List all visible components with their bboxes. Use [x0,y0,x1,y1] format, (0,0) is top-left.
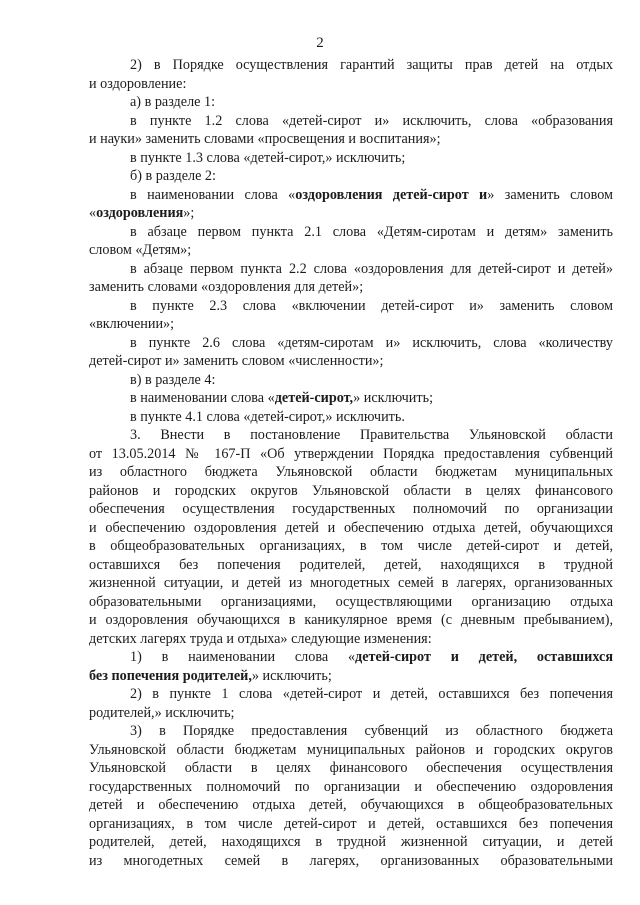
text-line: из многодетных семей в лагерях, организованных образовательными [89,852,613,869]
text-line: в пункте 4.1 слова «детей-сирот,» исключить. [130,408,405,425]
text-line: образовательными организациями, осуществляющими организацию отдыха [89,593,613,610]
text-line [89,204,613,223]
text-line: б) в разделе 2: [130,168,216,184]
text-line: родителей, детей, находящихся в трудной жизненной ситуации, и детей [89,834,613,850]
text-segment: в наименовании слова « [130,390,275,406]
text-line: 3) в Порядке предоставления субвенций из областного бюджета [130,723,613,739]
text-line: в пункте 1.2 слова «детей-сирот и» исключить, слова «образования [130,112,613,129]
text-line: организациях, в том числе детей-сирот и детей, оставшихся без попечения [89,815,613,832]
text-line: 2) в пункте 1 слова «детей-сирот и детей, оставшихся без попечения [130,686,613,702]
text-line: из областного бюджета Ульяновской области бюджетам муниципальных [89,464,613,480]
text-segment: 1) в наименовании слова « [130,649,356,665]
page-number: 2 [316,35,324,51]
text-segment: « [89,205,97,221]
text-line: оставшихся без попечения родителей, детей, находящихся в трудной [89,556,613,573]
text-line: государственных полномочий по организации и обеспечению оздоровления [89,778,613,795]
text-line: родителей,» исключить; [89,704,235,721]
bold-text: без попечения родителей, [89,667,252,684]
text-line: и обеспечению оздоровления детей и обеспечению отдыха детей, обучающихся [89,519,613,536]
bold-text: детей-сирот и детей, оставшихся [355,649,613,665]
text-segment: »; [183,205,195,221]
text-line: в пункте 2.6 слова «детям-сиротам и» исключить, слова «количеству [130,334,613,351]
text-line: в абзаце первом пункта 2.1 слова «Детям-сиротам и детям» заменить [130,223,613,240]
bold-text: детей-сирот, [274,390,354,406]
text-line: словом «Детям»; [89,242,192,258]
text-line: в абзаце первом пункта 2.2 слова «оздоровления для детей-сирот и детей» [130,260,613,277]
document-body [89,56,613,870]
text-line [89,648,613,667]
text-line: в пункте 2.3 слова «включении детей-сирот и» заменить словом [130,297,613,314]
text-line: детей-сирот и» заменить словом «численности»; [89,353,384,369]
text-line: жизненной ситуации, и детей из многодетных семей в лагерях, организованных [89,575,613,591]
text-line [89,667,613,686]
text-line: 3. Внести в постановление Правительства Ульяновской области [130,427,613,443]
text-line: и науки» заменить словами «просвещения и воспитания»; [89,131,441,147]
text-segment: » исключить; [353,390,434,406]
text-line: от 13.05.2014 № 167-П «Об утверждении Порядка предоставления субвенций [89,445,613,462]
text-line: а) в разделе 1: [130,94,216,110]
bold-text: оздоровления детей-сирот и [295,186,488,203]
text-line: районов и городских округов Ульяновской области в целях финансового [89,482,613,499]
text-segment: » заменить словом [487,186,613,203]
text-line: и оздоровления обучающихся в каникулярное время (с дневным пребыванием), [89,612,613,628]
text-line: в пункте 1.3 слова «детей-сирот,» исключить; [130,149,406,166]
text-segment: » исключить; [251,667,332,684]
text-line: обеспечения осуществления государственных полномочий по организации [89,501,613,517]
text-line: детских лагерях труда и отдыха» следующие изменения: [89,630,432,647]
text-line: Ульяновской области бюджетам муниципальных районов и городских округов [89,741,613,758]
text-line: «включении»; [89,316,175,332]
text-line: детей и обеспечению отдыха детей, обучающихся в общеобразовательных [89,797,613,813]
text-line: заменить словами «оздоровления для детей»; [89,279,364,295]
bold-text: оздоровления [96,205,184,221]
text-line: в общеобразовательных организациях, в том числе детей-сирот и детей, [89,538,613,554]
text-line: и оздоровление: [89,75,187,92]
text-line: в) в разделе 4: [130,371,216,388]
text-segment: в наименовании слова « [130,186,296,203]
text-line [89,389,613,408]
text-line [89,186,613,205]
text-line: Ульяновской области в целях финансового обеспечения осуществления [89,760,613,776]
text-line: 2) в Порядке осуществления гарантий защиты прав детей на отдых [130,57,613,73]
